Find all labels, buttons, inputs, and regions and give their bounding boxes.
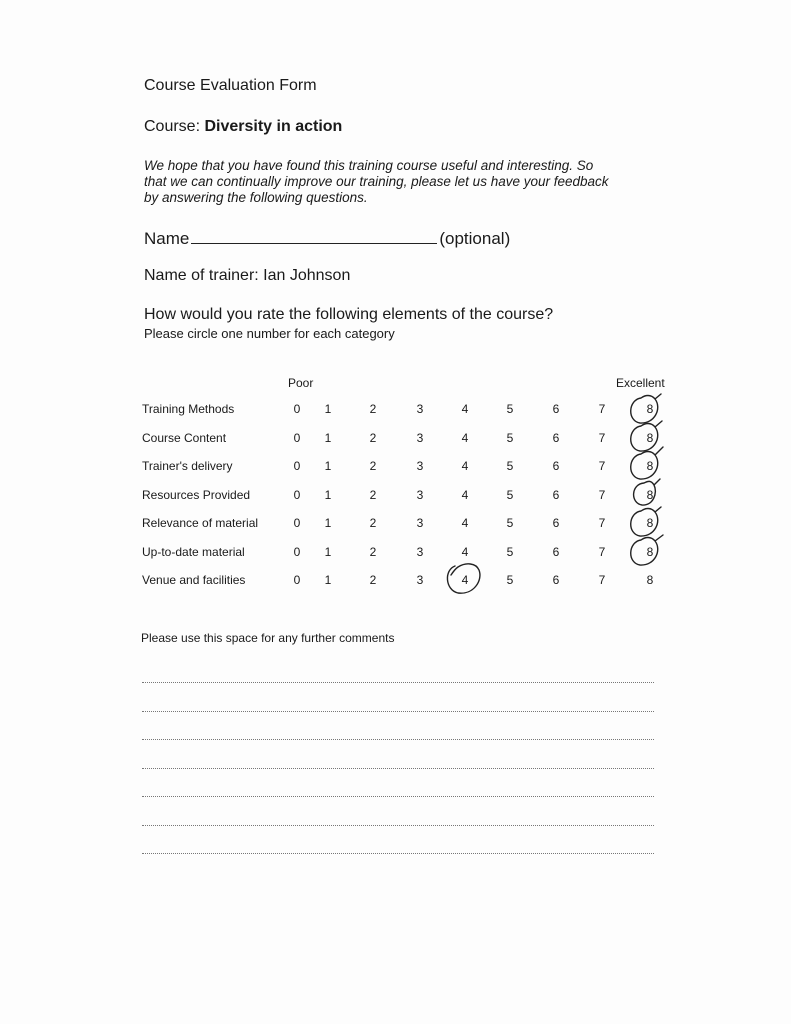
circle-mark	[634, 479, 660, 505]
rating-option[interactable]: 6	[552, 544, 560, 559]
rating-option[interactable]: 3	[416, 487, 424, 502]
rating-option[interactable]: 4	[461, 544, 469, 559]
rating-option[interactable]: 7	[598, 430, 606, 445]
intro-line: We hope that you have found this training course useful and interesting. So	[144, 158, 594, 173]
circle-mark	[631, 535, 663, 565]
rating-option[interactable]: 4	[461, 487, 469, 502]
comment-line[interactable]	[142, 825, 654, 826]
rating-option[interactable]: 8	[646, 402, 654, 416]
rating-option[interactable]: 2	[369, 430, 377, 445]
comment-line[interactable]	[142, 711, 654, 712]
name-optional: (optional)	[439, 229, 511, 248]
rating-option[interactable]: 5	[506, 544, 514, 559]
form-title: Course Evaluation Form	[144, 77, 317, 94]
rating-option[interactable]: 8	[646, 544, 654, 559]
category-label: Up-to-date material	[142, 544, 245, 559]
course-label: Course:	[144, 118, 201, 135]
rating-option[interactable]: 3	[416, 544, 424, 559]
rating-option[interactable]: 0	[293, 516, 301, 530]
rating-option[interactable]: 2	[369, 544, 377, 559]
rating-option[interactable]: 0	[293, 487, 301, 502]
circle-mark	[447, 564, 480, 593]
comment-line[interactable]	[142, 768, 654, 769]
rating-option[interactable]: 1	[324, 487, 332, 502]
comment-line[interactable]	[142, 853, 654, 854]
rating-option[interactable]: 2	[369, 487, 377, 502]
rating-option[interactable]: 0	[293, 430, 301, 445]
rating-option[interactable]: 3	[416, 573, 424, 587]
rating-option[interactable]: 8	[646, 459, 654, 473]
scale-high-label: Excellent	[616, 376, 665, 390]
rating-option[interactable]: 6	[552, 430, 560, 445]
rating-option[interactable]: 5	[506, 430, 514, 445]
rating-option[interactable]: 7	[598, 516, 606, 530]
rating-option[interactable]: 4	[461, 573, 469, 587]
rating-option[interactable]: 0	[293, 459, 301, 473]
comment-line[interactable]	[142, 739, 654, 740]
scale-low-label: Poor	[288, 376, 314, 390]
rating-option[interactable]: 0	[293, 402, 301, 416]
rating-option[interactable]: 7	[598, 573, 606, 587]
rating-option[interactable]: 7	[598, 487, 606, 502]
rating-option[interactable]: 1	[324, 459, 332, 473]
rating-option[interactable]: 2	[369, 402, 377, 416]
rating-option[interactable]: 5	[506, 573, 514, 587]
rating-option[interactable]: 8	[646, 573, 654, 587]
intro-line: that we can continually improve our training, please let us have your feedback	[144, 174, 609, 189]
category-label: Resources Provided	[142, 487, 251, 502]
rating-option[interactable]: 6	[552, 487, 560, 502]
category-label: Relevance of material	[142, 516, 259, 530]
rating-option[interactable]: 6	[552, 573, 560, 587]
rating-option[interactable]: 2	[369, 573, 377, 587]
circle-mark	[631, 507, 661, 536]
rating-option[interactable]: 5	[506, 487, 514, 502]
rating-option[interactable]: 3	[416, 459, 424, 473]
rating-option[interactable]: 2	[369, 459, 377, 473]
name-label: Name	[144, 229, 190, 248]
comments-prompt: Please use this space for any further comments	[141, 631, 395, 645]
comment-line[interactable]	[142, 682, 654, 683]
category-label: Course Content	[142, 430, 227, 445]
rating-option[interactable]: 8	[646, 516, 654, 530]
trainer-name: Name of trainer: Ian Johnson	[144, 267, 351, 284]
intro-line: by answering the following questions.	[144, 190, 368, 205]
rating-option[interactable]: 6	[552, 459, 560, 473]
rating-option[interactable]: 7	[598, 402, 606, 416]
rating-option[interactable]: 5	[506, 516, 514, 530]
rating-option[interactable]: 1	[324, 516, 332, 530]
rating-option[interactable]: 7	[598, 544, 606, 559]
comment-line[interactable]	[142, 796, 654, 797]
rating-option[interactable]: 3	[416, 402, 424, 416]
rating-instruction: Please circle one number for each category	[144, 326, 395, 341]
rating-option[interactable]: 8	[646, 430, 654, 445]
category-label: Trainer's delivery	[142, 459, 233, 473]
rating-option[interactable]: 7	[598, 459, 606, 473]
circle-mark	[631, 447, 663, 479]
rating-option[interactable]: 1	[324, 402, 332, 416]
rating-option[interactable]: 8	[646, 487, 654, 502]
rating-option[interactable]: 6	[552, 516, 560, 530]
rating-question: How would you rate the following elements of the course?	[144, 306, 554, 323]
rating-option[interactable]: 3	[416, 430, 424, 445]
rating-option[interactable]: 3	[416, 516, 424, 530]
rating-option[interactable]: 1	[324, 544, 332, 559]
rating-option[interactable]: 6	[552, 402, 560, 416]
rating-option[interactable]: 4	[461, 402, 469, 416]
rating-option[interactable]: 4	[461, 430, 469, 445]
rating-option[interactable]: 0	[293, 573, 301, 587]
circle-mark	[631, 421, 662, 451]
course-name: Diversity in action	[204, 118, 343, 135]
rating-option[interactable]: 1	[324, 430, 332, 445]
rating-option[interactable]: 1	[324, 573, 332, 587]
rating-option[interactable]: 5	[506, 459, 514, 473]
rating-option[interactable]: 4	[461, 459, 469, 473]
rating-option[interactable]: 4	[461, 516, 469, 530]
rating-option[interactable]: 5	[506, 402, 514, 416]
rating-option[interactable]: 2	[369, 516, 377, 530]
category-label: Venue and facilities	[142, 573, 246, 587]
circle-mark	[631, 394, 661, 423]
category-label: Training Methods	[142, 402, 235, 416]
rating-option[interactable]: 0	[293, 544, 301, 559]
